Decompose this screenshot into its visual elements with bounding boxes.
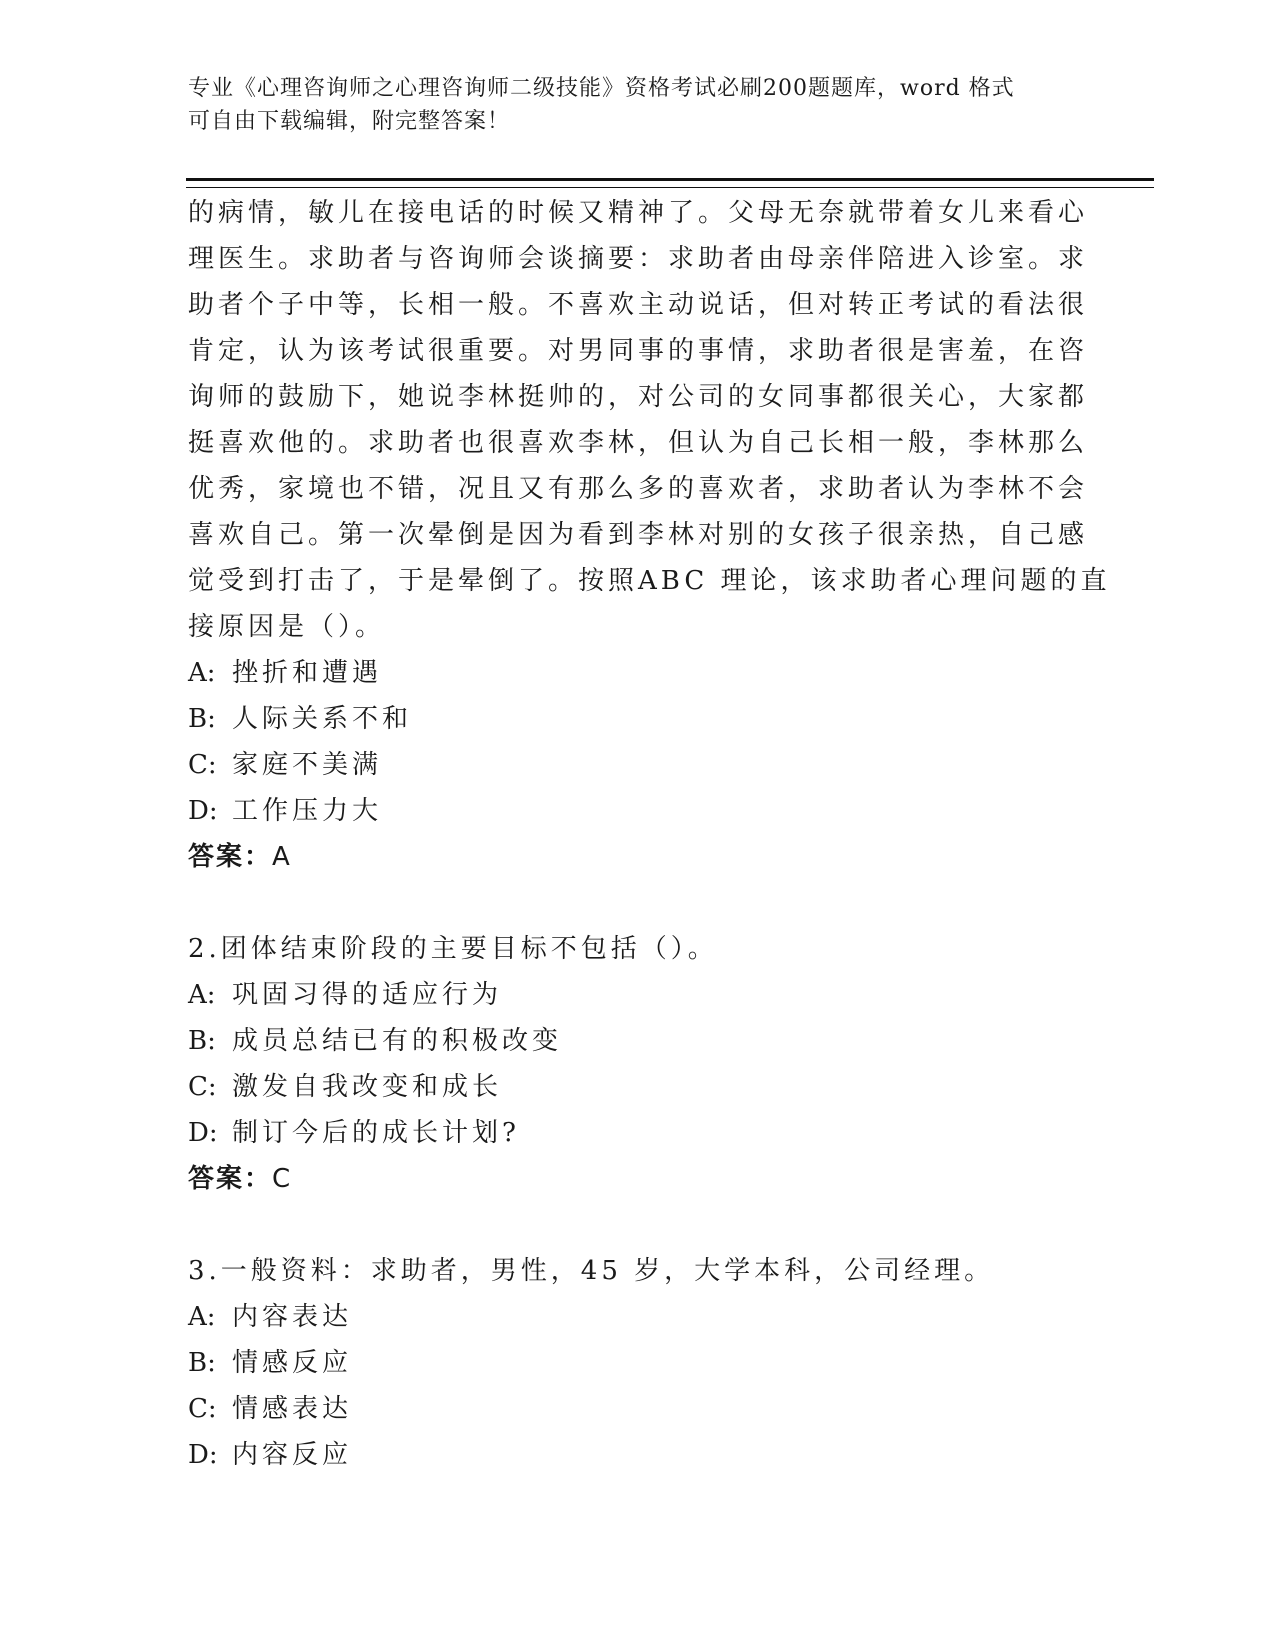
page-header	[188, 72, 1068, 138]
answer	[188, 834, 1068, 880]
option-c	[188, 742, 1068, 788]
option-b	[188, 1340, 1068, 1386]
question-stem-line: 理医生。求助者与咨询师会谈摘要：求助者由母亲伴陪进入诊室。求	[188, 244, 1089, 274]
answer-label: 答案：	[188, 842, 273, 872]
question-stem-line: 觉受到打击了，于是晕倒了。按照ABC 理论，该求助者心理问题的直	[188, 566, 1111, 596]
answer-label: 答案：	[188, 1164, 273, 1194]
question-list	[188, 190, 1111, 1478]
option-b	[188, 696, 1068, 742]
option-d	[188, 1432, 1068, 1478]
answer	[188, 1156, 1068, 1202]
option-letter: C:	[188, 750, 217, 780]
answer-value: A	[272, 842, 292, 872]
option-text: 工作压力大	[232, 796, 383, 826]
option-text: 人际关系不和	[232, 704, 413, 734]
header-line-1: 专业《心理咨询师之心理咨询师二级技能》资格考试必刷200题题库，word 格式	[188, 76, 1015, 101]
option-d	[188, 1110, 1068, 1156]
question-stem-line: 2.团体结束阶段的主要目标不包括（）。	[188, 934, 718, 964]
question-3	[188, 1248, 1068, 1478]
option-a	[188, 972, 1068, 1018]
option-letter: D:	[188, 796, 218, 826]
option-letter: A:	[188, 658, 216, 688]
option-letter: B:	[188, 1026, 216, 1056]
question-1	[188, 190, 1111, 880]
question-stem-line: 挺喜欢他的。求助者也很喜欢李林，但认为自己长相一般，李林那么	[188, 428, 1089, 458]
option-letter: B:	[188, 1348, 216, 1378]
question-stem-line: 3.一般资料：求助者，男性，45 岁，大学本科，公司经理。	[188, 1256, 995, 1286]
option-c	[188, 1386, 1068, 1432]
question-stem-line: 助者个子中等，长相一般。不喜欢主动说话，但对转正考试的看法很	[188, 290, 1089, 320]
option-letter: D:	[188, 1118, 218, 1148]
option-letter: C:	[188, 1072, 217, 1102]
option-d	[188, 788, 1068, 834]
option-letter: C:	[188, 1394, 217, 1424]
header-divider	[186, 178, 1154, 188]
question-stem-line: 优秀，家境也不错，况且又有那么多的喜欢者，求助者认为李林不会	[188, 474, 1089, 504]
question-stem-line: 喜欢自己。第一次晕倒是因为看到李林对别的女孩子很亲热，自己感	[188, 520, 1089, 550]
question-stem-line: 肯定，认为该考试很重要。对男同事的事情，求助者很是害羞，在咨	[188, 336, 1089, 366]
header-line-2: 可自由下载编辑，附完整答案！	[188, 109, 511, 134]
option-text: 激发自我改变和成长	[232, 1072, 503, 1102]
option-text: 挫折和遭遇	[232, 658, 383, 688]
option-a	[188, 1294, 1068, 1340]
question-spacer	[188, 1202, 1068, 1248]
option-c	[188, 1064, 1068, 1110]
option-a	[188, 650, 1068, 696]
question-stem-line: 接原因是（）。	[188, 612, 386, 642]
option-text: 巩固习得的适应行为	[232, 980, 503, 1010]
question-stem-line: 询师的鼓励下，她说李林挺帅的，对公司的女同事都很关心，大家都	[188, 382, 1089, 412]
answer-value: C	[272, 1164, 293, 1194]
option-letter: A:	[188, 980, 216, 1010]
question-stem-line: 的病情，敏儿在接电话的时候又精神了。父母无奈就带着女儿来看心	[188, 198, 1089, 228]
option-b	[188, 1018, 1068, 1064]
option-text: 制订今后的成长计划?	[232, 1118, 520, 1148]
option-text: 家庭不美满	[232, 750, 383, 780]
question-spacer	[188, 880, 1068, 926]
option-text: 情感反应	[232, 1348, 353, 1378]
option-text: 情感表达	[232, 1394, 353, 1424]
option-text: 内容表达	[232, 1302, 353, 1332]
question-2	[188, 926, 1068, 1202]
option-letter: B:	[188, 704, 216, 734]
option-text: 成员总结已有的积极改变	[232, 1026, 563, 1056]
option-letter: D:	[188, 1440, 218, 1470]
option-letter: A:	[188, 1302, 216, 1332]
option-text: 内容反应	[232, 1440, 353, 1470]
